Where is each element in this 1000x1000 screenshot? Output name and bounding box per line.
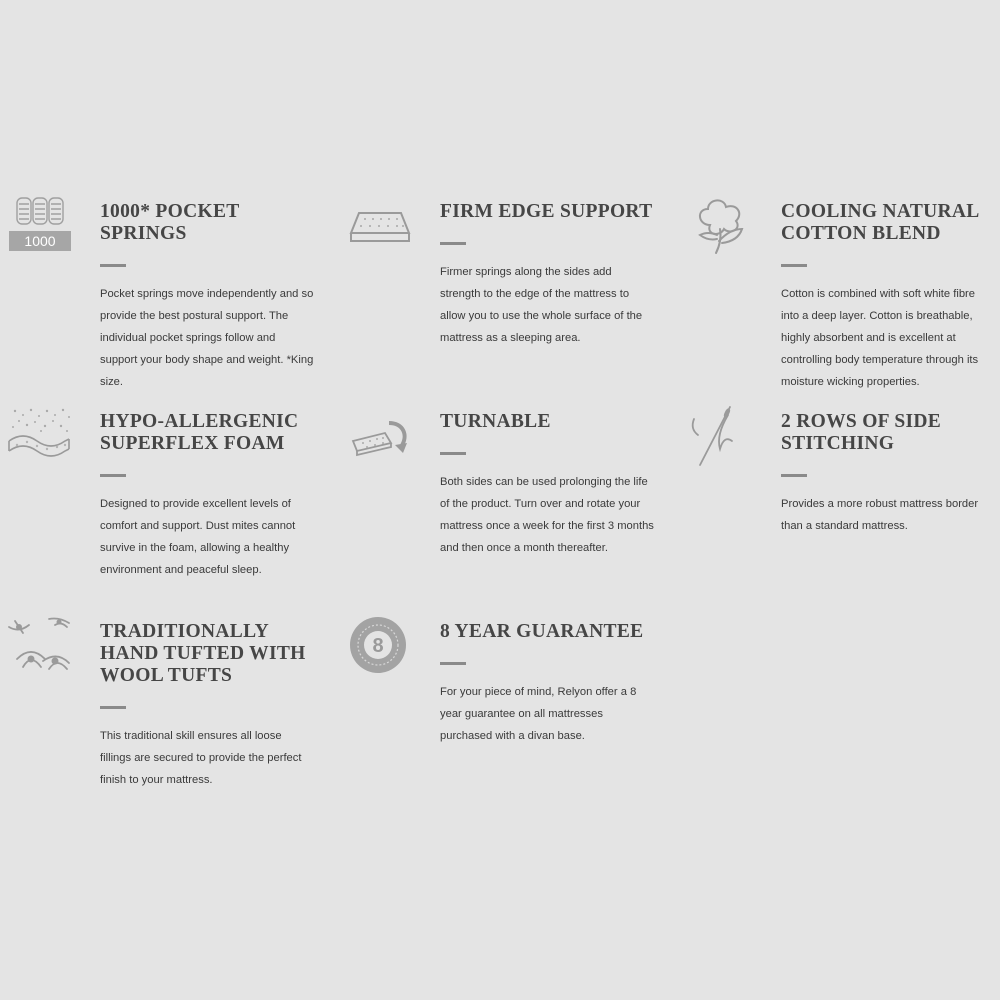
wool-tufts-icon [5, 615, 75, 677]
feature-title: TRADITIONALLY HAND TUFTED WITH WOOL TUFTS [100, 621, 306, 686]
title-divider [440, 242, 466, 245]
mattress-edge-icon [345, 195, 415, 257]
title-divider [100, 264, 126, 267]
feature-description: Pocket springs move independently and so provide the best postural support. The individual pocket springs follow and support your body shape and weight. *King size. [100, 288, 314, 388]
feature-title: TURNABLE [440, 411, 551, 432]
feature-guarantee [372, 621, 770, 747]
springs-count-badge: 1000 [24, 233, 56, 249]
pocket-springs-icon [5, 195, 75, 257]
feature-description: For your piece of mind, Relyon offer a 8 year guarantee on all mattresses purchased with a divan base. [440, 686, 637, 742]
guarantee-seal-icon [345, 615, 415, 677]
feature-description: Provides a more robust mattress border than a standard mattress. [781, 498, 979, 532]
feature-title: 1000* POCKET SPRINGS [100, 201, 240, 244]
feature-description: Designed to provide excellent levels of comfort and support. Dust mites cannot survive in the foam, allowing a healthy environment and peaceful sleep. [100, 498, 296, 576]
title-divider [100, 706, 126, 709]
feature-description: Cotton is combined with soft white fibre into a deep layer. Cotton is breathable, highly absorbent and is excellent at controlling body temperature through its moisture wicking properties. [781, 288, 979, 388]
feature-side-stitching [781, 411, 1000, 537]
feature-cotton-blend [781, 201, 1000, 393]
feature-title: COOLING NATURAL COTTON BLEND [781, 201, 980, 244]
title-divider [781, 474, 807, 477]
foam-layer-icon [5, 405, 75, 467]
feature-description: Firmer springs along the sides add strength to the edge of the mattress to allow you to use the whole surface of the mattress as a sleeping area. [440, 266, 643, 344]
title-divider [781, 264, 807, 267]
feature-title: 8 YEAR GUARANTEE [440, 621, 644, 642]
needle-thread-icon [686, 405, 756, 467]
title-divider [440, 662, 466, 665]
title-divider [100, 474, 126, 477]
cotton-icon [686, 195, 756, 257]
feature-description: This traditional skill ensures all loose fillings are secured to provide the perfect finish to your mattress. [100, 730, 302, 786]
feature-title: FIRM EDGE SUPPORT [440, 201, 653, 222]
guarantee-years-badge: 8 [372, 635, 384, 657]
feature-title: 2 ROWS OF SIDE STITCHING [781, 411, 942, 454]
turnable-mattress-icon [345, 405, 415, 467]
feature-title: HYPO-ALLERGENIC SUPERFLEX FOAM [100, 411, 299, 454]
feature-description: Both sides can be used prolonging the life of the product. Turn over and rotate your mattress once a week for the first 3 months and then once a month thereafter. [440, 476, 654, 554]
title-divider [440, 452, 466, 455]
